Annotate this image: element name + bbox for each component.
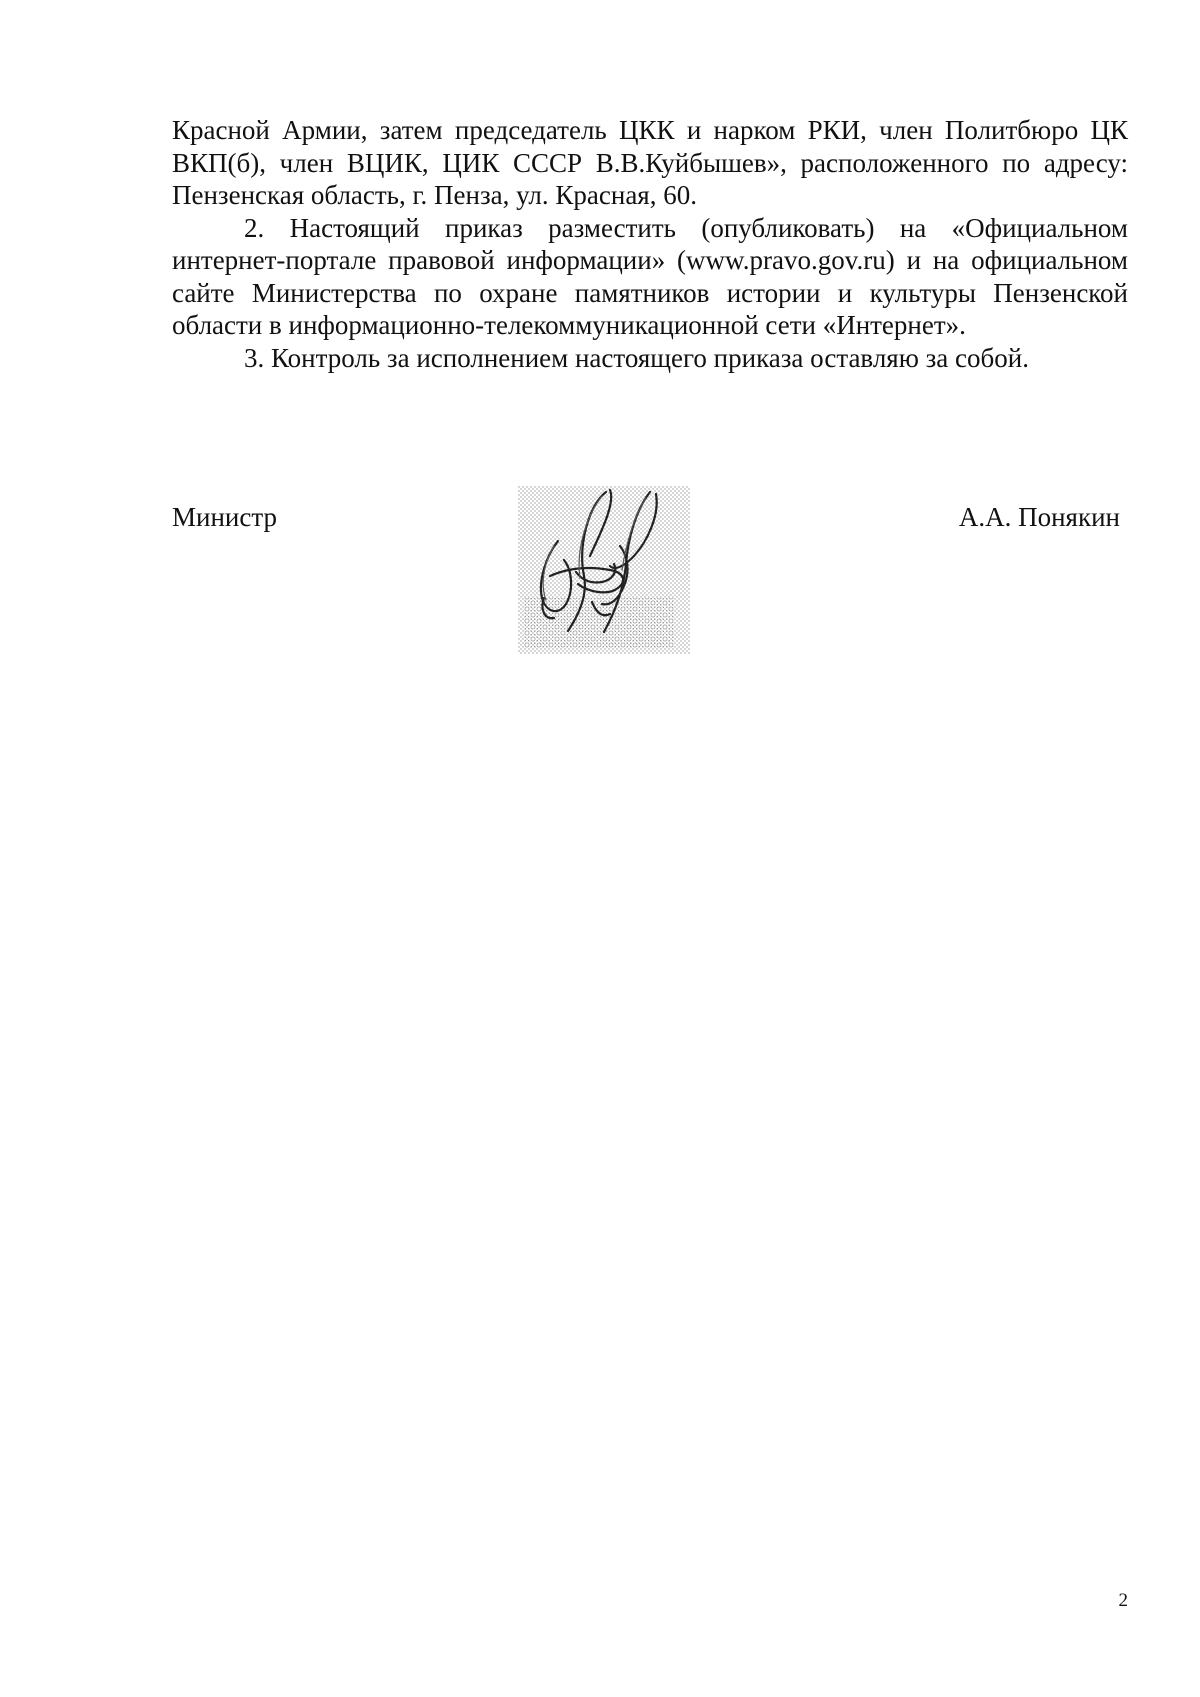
paragraph-object-address: Красной Армии, затем председатель ЦКК и нарком РКИ, член Политбюро ЦК ВКП(б), член ВЦИК, ЦИК СССР В.В.Куйбышев», расположенного по адресу: Пензенская область, г. Пенза, ул. Красная, 60. (172, 115, 1128, 210)
signer-name: А.А. Понякин (958, 502, 1120, 532)
page-number: 2 (1118, 1590, 1128, 1611)
signer-position: Министр (172, 502, 277, 532)
paragraph-control-order: 3. Контроль за исполнением настоящего приказа оставляю за собой. (244, 342, 1029, 373)
paragraph-publication-order: 2. Настоящий приказ разместить (опубликовать) на «Официальном интернет-портале правовой информации» (www.pravo.gov.ru) и на официальном сайте Министерства по охране памятников истории и культуры Пензенской области в информационно-телекоммуникационной сети «Интернет». (172, 212, 1128, 340)
handwritten-signature-icon (518, 486, 690, 654)
document-body (172, 114, 1128, 374)
